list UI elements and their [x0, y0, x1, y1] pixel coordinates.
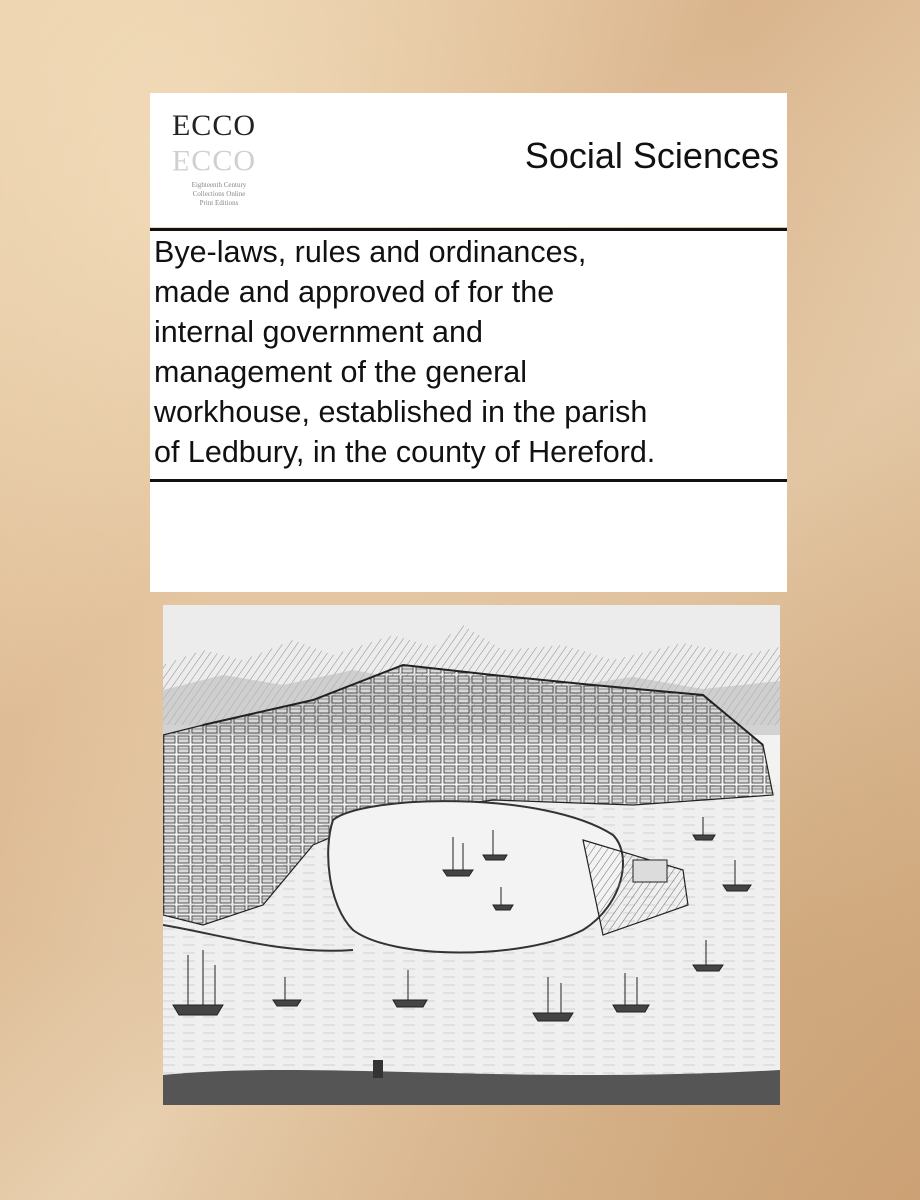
harbour-engraving-image: [163, 605, 780, 1105]
ecco-logo-mark: ECCO: [171, 109, 256, 142]
cover-header: [150, 93, 787, 227]
title-line: workhouse, established in the parish: [154, 395, 648, 429]
ecco-subtitle-line: Print Editions: [199, 199, 239, 207]
blank-panel: [150, 482, 787, 592]
title-line: made and approved of for the: [154, 275, 555, 309]
title-line: management of the general: [154, 355, 528, 389]
title-line: of Ledbury, in the county of Hereford.: [154, 435, 656, 469]
ecco-logo: [164, 103, 274, 218]
book-title: [150, 231, 787, 479]
ecco-logo-subtitle: [164, 181, 274, 208]
title-line: internal government and: [154, 315, 483, 349]
harbour-engraving: [163, 605, 780, 1105]
ecco-logo-reflection: ECCO: [171, 144, 256, 177]
ecco-subtitle-line: Collections Online: [192, 190, 246, 198]
ecco-subtitle-line: Eighteenth Century: [191, 181, 247, 189]
category-label: Social Sciences: [524, 135, 779, 176]
title-line: Bye-laws, rules and ordinances,: [154, 235, 587, 269]
